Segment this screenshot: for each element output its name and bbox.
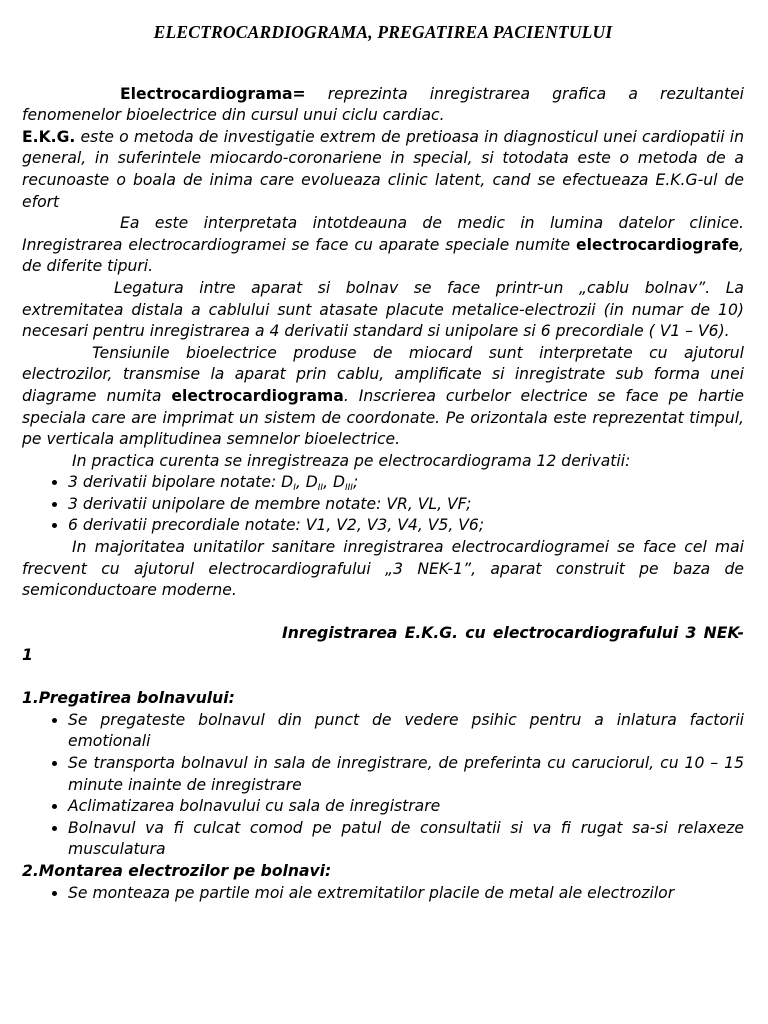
term-electrocardiograma-bold: electrocardiograma [171, 386, 344, 405]
section-heading-preparation: 1.Pregatirea bolnavului: [22, 689, 235, 708]
list-item [68, 472, 744, 494]
paragraph-definition [22, 84, 744, 127]
list-item: • Se transporta bolnavul in sala de inregistrare, de preferinta cu caruciorul, cu 10 – 15 minute inainte de inregistrare [68, 753, 744, 796]
paragraph-text: Ea este interpretata intotdeauna de medic in lumina datelor clinice. Inregistrarea electrocardiogramei se face cu aparate speciale numite [22, 214, 744, 254]
term-ekg: E.K.G. [22, 127, 76, 146]
electrodes-list [22, 883, 744, 905]
subscript: II [317, 483, 324, 494]
paragraph-text: este o metoda de investigatie extrem de pretioasa in diagnosticul unei cardiopatii in general, in suferintele miocardo-coronariene in special, si totodata este o metoda de a recunoaste o boala de inima care evolueaza clinic latent, cand se efectueaza E.K.G-ul de efort [22, 127, 744, 211]
list-item-text: , D [323, 473, 345, 492]
term-electrocardiografe: electrocardiografe [576, 235, 740, 254]
paragraph-cable: Legatura intre aparat si bolnav se face printr-un „cablu bolnav”. La extremitatea distala a cablului sunt atasate placute metalice-electrozii (in numar de 10) necesari pentru inregistrarea a 4 derivatii standard si unipolare si 6 precordiale ( V1 – V6). [22, 278, 744, 341]
list-item-text: ; [352, 473, 359, 492]
list-item: • Aclimatizarea bolnavului cu sala de inregistrare [68, 796, 744, 818]
paragraph-interpretation [22, 213, 744, 278]
paragraph-practice: In practica curenta se inregistreaza pe electrocardiograma 12 derivatii: [72, 451, 631, 470]
list-item-text: 3 derivatii bipolare notate: D [68, 473, 294, 492]
document-title: ELECTROCARDIOGRAMA, PREGATIREA PACIENTULUI [153, 22, 613, 42]
paragraph-text: Tensiunile bioelectrice produse de miocard sunt interpretate cu ajutorul electrozilor, transmise la aparat prin cablu, amplificate si inregistrate sub forma unei diagrame numita [22, 343, 744, 405]
spacer [22, 667, 744, 689]
paragraph-text: reprezinta inregistrarea grafica a rezultantei fenomenelor bioelectrice din cursul unui ciclu cardiac. [22, 84, 744, 125]
section-heading-electrodes: 2.Montarea electrozilor pe bolnavi: [22, 861, 332, 880]
list-item-text: , D [295, 473, 318, 492]
paragraph-text: , de diferite tipuri. [22, 235, 744, 276]
list-item: • Se pregateste bolnavul din punct de vedere psihic pentru a inlatura factorii emotionali [68, 710, 744, 753]
list-item: • 3 derivatii unipolare de membre notate: VR, VL, VF; [68, 494, 744, 516]
paragraph-majority: In majoritatea unitatilor sanitare inregistrarea electrocardiogramei se face cel mai frecvent cu ajutorul electrocardiografului „3 NEK-1”, aparat construit pe baza de semiconductoare moderne. [22, 538, 744, 600]
term-electrocardiograma: Electrocardiograma= [120, 84, 306, 103]
subscript: I [293, 483, 296, 494]
document-page [22, 22, 744, 904]
preparation-list [22, 710, 744, 861]
spacer [22, 602, 744, 624]
paragraph-tensions [22, 343, 744, 451]
derivatii-list [22, 472, 744, 537]
list-item: • Bolnavul va fi culcat comod pe patul de consultatii si va fi rugat sa-si relaxeze musculatura [68, 818, 744, 861]
list-item: • Se monteaza pe partile moi ale extremitatilor placile de metal ale electrozilor [68, 883, 744, 905]
list-item: • 6 derivatii precordiale notate: V1, V2, V3, V4, V5, V6; [68, 515, 744, 537]
section-subtitle: Inregistrarea E.K.G. cu electrocardiografului 3 NEK-1 [22, 624, 744, 665]
paragraph-text: . Inscrierea curbelor electrice se face pe hartie speciala care are imprimat un sistem de coordonate. Pe orizontala este reprezentat timpul, pe verticala amplitudinea semnelor bioelectrice. [22, 386, 744, 449]
paragraph-ekg [22, 127, 744, 213]
subscript: III [345, 483, 353, 494]
